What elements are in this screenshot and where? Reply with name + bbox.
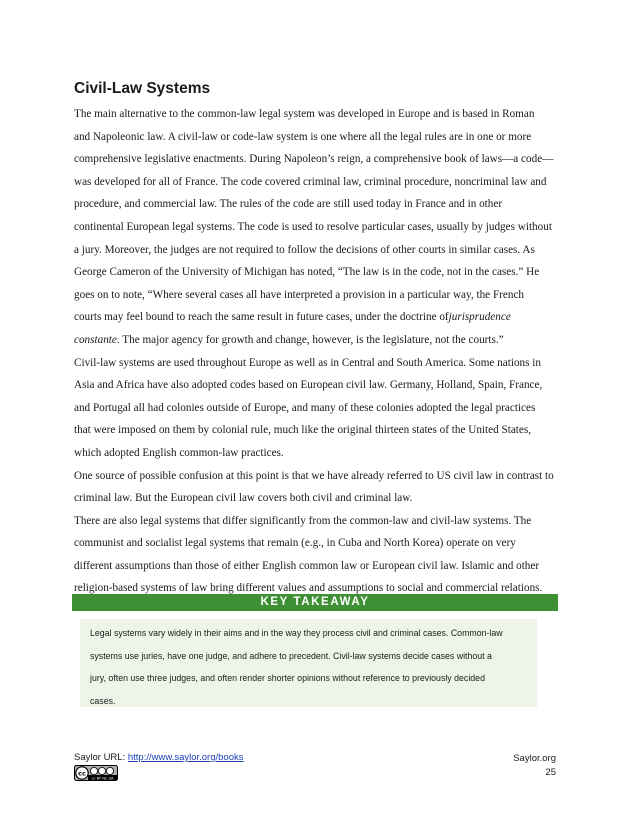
text-line: [74, 306, 559, 329]
takeaway-line: cases.: [90, 695, 116, 706]
text-line: and Napoleonic law. A civil-law or code-law system is one where all the legal rules are in one or more: [74, 130, 532, 143]
text-line-part: courts may feel bound to reach the same result in future cases, under the doctrine of: [74, 311, 449, 324]
cc-license-icon: [74, 765, 118, 786]
italic-term: jurisprudence: [448, 311, 511, 324]
saylor-books-link[interactable]: http://www.saylor.org/books: [127, 752, 244, 763]
cc-license-text: cc BY NC SA: [91, 776, 114, 781]
text-line: religion-based systems of law bring different values and assumptions to social and commercial relations.: [74, 582, 543, 595]
text-line: continental European legal systems. The code is used to resolve particular cases, usually by judges without: [74, 220, 552, 233]
text-line: The main alternative to the common-law legal system was developed in Europe and is based in Roman: [74, 108, 535, 120]
text-line: procedure, and commercial law. The rules of the code are still used today in France and in other: [74, 198, 503, 211]
text-line: that were imposed on them by colonial rule, much like the original thirteen states of the United States,: [74, 424, 532, 437]
key-takeaway-box: [80, 619, 537, 707]
text-line: Civil-law systems are used throughout Europe as well as in Central and South America. Some nations in: [74, 356, 541, 369]
text-line: was developed for all of France. The code covered criminal law, criminal procedure, noncriminal law and: [74, 175, 547, 188]
text-line: which adopted English common-law practices.: [74, 446, 284, 459]
section-heading: Civil-Law Systems: [74, 80, 211, 97]
text-line: There are also legal systems that differ significantly from the common-law and civil-law systems. The: [74, 514, 532, 527]
page-number: 25: [545, 767, 556, 778]
footer-source: [74, 752, 244, 763]
text-line: different assumptions than those of either English common law or European civil law. Islamic and other: [74, 559, 540, 572]
text-line: Asia and Africa have also adopted codes based on European civil law. Germany, Holland, Spain, France,: [74, 379, 543, 392]
text-line: a jury. Moreover, the judges are not required to follow the decisions of other courts in similar cases. As: [74, 243, 535, 256]
text-line-part: . The major agency for growth and change, however, is the legislature, not the courts.”: [116, 333, 504, 346]
text-line: comprehensive legislative enactments. During Napoleon’s reign, a comprehensive book of laws—a code—: [74, 153, 554, 166]
text-line: goes on to note, “Where several cases all have interpreted a provision in a particular way, the French: [74, 288, 525, 301]
footer-right: [513, 752, 556, 780]
text-line: and Portugal all had colonies outside of Europe, and many of these colonies adopted the legal practices: [74, 401, 536, 414]
text-line: George Cameron of the University of Michigan has noted, “The law is in the code, not in the cases.” He: [74, 266, 540, 279]
takeaway-line: Legal systems vary widely in their aims and in the way they process civil and criminal cases. Common-law: [90, 628, 503, 638]
text-line: communist and socialist legal systems that remain (e.g., in Cuba and North Korea) operate on very: [74, 537, 516, 550]
italic-term: constante: [74, 333, 117, 346]
text-line: criminal law. But the European civil law covers both civil and criminal law.: [74, 492, 413, 505]
takeaway-line: systems use juries, have one judge, and adhere to precedent. Civil-law systems decide cases without a: [90, 650, 492, 661]
body-text: [74, 103, 559, 600]
text-line: [74, 329, 559, 352]
footer-url-label: Saylor URL:: [74, 752, 128, 763]
key-takeaway-title: KEY TAKEAWAY: [72, 594, 558, 611]
takeaway-line: jury, often use three judges, and often render shorter opinions without reference to previously decided: [90, 673, 485, 683]
svg-text:cc: cc: [78, 769, 86, 778]
text-line: One source of possible confusion at this point is that we have already referred to US civil law in contrast to: [74, 469, 554, 482]
footer-site: Saylor.org: [513, 753, 556, 764]
